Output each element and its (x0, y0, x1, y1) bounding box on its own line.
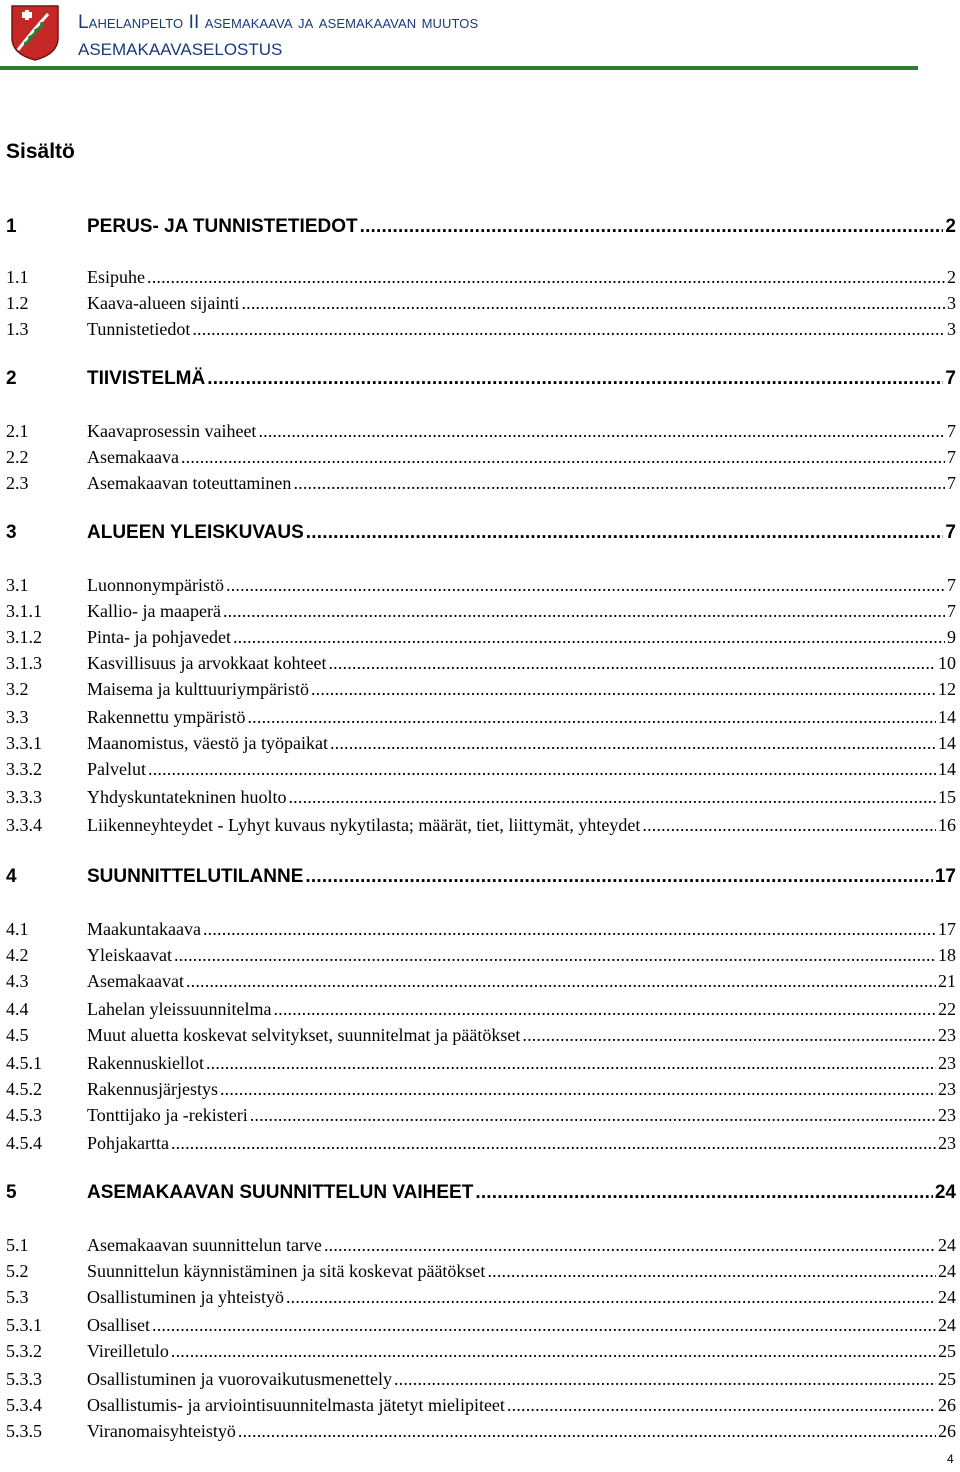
toc-entry[interactable] (6, 1051, 956, 1075)
toc-entry[interactable] (6, 1023, 956, 1047)
toc-entry[interactable] (6, 757, 956, 781)
toc-dot-leader (207, 367, 943, 391)
toc-entry[interactable] (6, 1367, 956, 1391)
toc-dot-leader (288, 785, 936, 809)
toc-dot-leader (642, 813, 936, 837)
toc-dot-leader (152, 1313, 936, 1337)
toc-entry-number: 5.3 (6, 1287, 29, 1307)
toc-entry-page: 25 (938, 1341, 956, 1361)
toc-entry-number: 1.2 (6, 293, 29, 313)
toc-entry[interactable] (6, 1393, 956, 1417)
toc-entry-number: 2.2 (6, 447, 29, 467)
toc-entry[interactable] (6, 917, 956, 941)
toc-entry-page: 3 (947, 293, 956, 313)
toc-entry-title: Rakennusjärjestys (87, 1079, 218, 1099)
toc-entry-title: Liikenneyhteydet - Lyhyt kuvaus nykytilasta; määrät, tiet, liittymät, yhteydet (87, 815, 641, 835)
toc-entry-number: 4 (6, 866, 17, 887)
toc-chapter-entry[interactable] (6, 1181, 956, 1205)
toc-entry-number: 5.3.4 (6, 1395, 42, 1415)
toc-entry-title: Osalliset (87, 1315, 150, 1335)
toc-chapter-entry[interactable] (6, 521, 956, 545)
toc-dot-leader (507, 1393, 936, 1417)
toc-entry[interactable] (6, 445, 956, 469)
toc-entry-page: 23 (938, 1025, 956, 1045)
toc-entry[interactable] (6, 785, 956, 809)
toc-entry[interactable] (6, 317, 956, 341)
toc-entry-number: 2.1 (6, 421, 29, 441)
toc-entry[interactable] (6, 1131, 956, 1155)
toc-entry-number: 4.3 (6, 971, 29, 991)
toc-entry-page: 24 (938, 1261, 956, 1281)
toc-dot-leader (522, 1023, 936, 1047)
toc-heading: Sisältö (6, 140, 75, 163)
toc-entry-title: Yhdyskuntatekninen huolto (87, 787, 287, 807)
toc-dot-leader (241, 291, 945, 315)
toc-dot-leader (171, 1131, 936, 1155)
toc-dot-leader (147, 265, 945, 289)
toc-dot-leader (238, 1419, 936, 1443)
toc-entry-number: 5.3.5 (6, 1421, 42, 1441)
toc-entry-number: 4.4 (6, 999, 29, 1019)
toc-entry-page: 16 (938, 815, 956, 835)
toc-entry[interactable] (6, 677, 956, 701)
toc-entry-page: 2 (945, 216, 956, 237)
toc-entry-title: Muut aluetta koskevat selvitykset, suunnitelmat ja päätökset (87, 1025, 521, 1045)
toc-dot-leader (394, 1367, 936, 1391)
header-divider (0, 66, 918, 70)
toc-entry-number: 4.5.3 (6, 1105, 42, 1125)
toc-entry-title: Yleiskaavat (87, 945, 172, 965)
toc-entry-number: 3.1.3 (6, 653, 42, 673)
document-header (0, 0, 918, 70)
toc-entry-title: Tonttijako ja -rekisteri (87, 1105, 248, 1125)
toc-entry-number: 4.5 (6, 1025, 29, 1045)
toc-entry-page: 7 (947, 421, 956, 441)
toc-dot-leader (258, 419, 945, 443)
toc-entry[interactable] (6, 419, 956, 443)
toc-entry-title: Asemakaavat (87, 971, 184, 991)
toc-dot-leader (174, 943, 936, 967)
toc-entry-page: 7 (947, 601, 956, 621)
toc-entry-title: Pohjakartta (87, 1133, 169, 1153)
toc-entry-title: Asemakaavan suunnittelun tarve (87, 1235, 322, 1255)
toc-dot-leader (311, 677, 936, 701)
toc-entry-title: Kasvillisuus ja arvokkaat kohteet (87, 653, 327, 673)
toc-entry-number: 5.1 (6, 1235, 29, 1255)
toc-entry-title: PERUS- JA TUNNISTETIEDOT (87, 216, 358, 237)
toc-entry-number: 3.3.1 (6, 733, 42, 753)
toc-entry-page: 14 (938, 707, 956, 727)
toc-entry-number: 3.1.2 (6, 627, 42, 647)
toc-entry-page: 7 (945, 368, 956, 389)
toc-entry-title: Rakennuskiellot (87, 1053, 204, 1073)
toc-entry-number: 5.3.2 (6, 1341, 42, 1361)
toc-entry-number: 3.3.2 (6, 759, 42, 779)
toc-chapter-entry[interactable] (6, 367, 956, 391)
toc-entry[interactable] (6, 1339, 956, 1363)
toc-entry[interactable] (6, 1313, 956, 1337)
toc-entry-page: 12 (938, 679, 956, 699)
toc-entry-title: Esipuhe (87, 267, 145, 287)
toc-dot-leader (328, 651, 936, 675)
toc-entry-page: 17 (934, 866, 956, 887)
toc-dot-leader (226, 573, 945, 597)
toc-dot-leader (324, 1233, 936, 1257)
toc-entry[interactable] (6, 651, 956, 675)
toc-chapter-entry[interactable] (6, 865, 956, 889)
toc-entry-number: 2.3 (6, 473, 29, 493)
toc-entry[interactable] (6, 1233, 956, 1257)
toc-entry[interactable] (6, 705, 956, 729)
toc-entry-page: 25 (938, 1369, 956, 1389)
toc-entry-title: Rakennettu ympäristö (87, 707, 246, 727)
toc-entry-page: 14 (938, 733, 956, 753)
toc-dot-leader (233, 625, 945, 649)
toc-entry-title: Osallistuminen ja vuorovaikutusmenettely (87, 1369, 392, 1389)
toc-entry-title: Asemakaavan toteuttaminen (87, 473, 292, 493)
toc-entry-page: 9 (947, 627, 956, 647)
toc-dot-leader (305, 865, 932, 889)
toc-entry-title: Palvelut (87, 759, 146, 779)
toc-entry[interactable] (6, 599, 956, 623)
toc-entry-title: Asemakaava (87, 447, 179, 467)
toc-dot-leader (250, 1103, 936, 1127)
toc-entry-number: 4.5.4 (6, 1133, 42, 1153)
toc-entry-page: 26 (938, 1395, 956, 1415)
toc-dot-leader (220, 1077, 936, 1101)
toc-entry-page: 17 (938, 919, 956, 939)
toc-entry[interactable] (6, 1103, 956, 1127)
toc-entry[interactable] (6, 997, 956, 1021)
document-subtitle: ASEMAKAAVASELOSTUS (78, 40, 283, 59)
toc-entry-page: 15 (938, 787, 956, 807)
toc-entry-number: 3.1 (6, 575, 29, 595)
toc-chapter-entry[interactable] (6, 215, 956, 239)
toc-dot-leader (247, 705, 936, 729)
toc-dot-leader (181, 445, 945, 469)
toc-entry-page: 7 (947, 473, 956, 493)
toc-dot-leader (487, 1259, 936, 1283)
toc-entry-page: 23 (938, 1053, 956, 1073)
toc-entry-title: Vireilletulo (87, 1341, 169, 1361)
toc-entry-number: 3.1.1 (6, 601, 42, 621)
toc-entry-title: Lahelan yleissuunnitelma (87, 999, 272, 1019)
toc-entry-title: Maisema ja kulttuuriympäristö (87, 679, 309, 699)
toc-dot-leader (273, 997, 936, 1021)
toc-entry[interactable] (6, 265, 956, 289)
toc-dot-leader (360, 215, 944, 239)
toc-entry-number: 1.1 (6, 267, 29, 287)
toc-entry-number: 4.2 (6, 945, 29, 965)
toc-entry-title: Kaavaprosessin vaiheet (87, 421, 257, 441)
toc-dot-leader (192, 317, 945, 341)
toc-entry-page: 7 (945, 522, 956, 543)
toc-entry-page: 23 (938, 1079, 956, 1099)
toc-entry-title: Viranomaisyhteistyö (87, 1421, 236, 1441)
toc-entry-page: 24 (934, 1182, 956, 1203)
toc-dot-leader (293, 471, 945, 495)
toc-entry[interactable] (6, 943, 956, 967)
toc-entry-number: 5.2 (6, 1261, 29, 1281)
toc-entry-title: SUUNNITTELUTILANNE (87, 866, 304, 887)
toc-entry-page: 7 (947, 575, 956, 595)
toc-entry-page: 22 (938, 999, 956, 1019)
toc-dot-leader (206, 1051, 936, 1075)
toc-entry-number: 1.3 (6, 319, 29, 339)
toc-entry[interactable] (6, 1259, 956, 1283)
toc-entry-number: 5.3.3 (6, 1369, 42, 1389)
toc-entry[interactable] (6, 573, 956, 597)
municipal-coat-of-arms-icon (10, 4, 60, 62)
toc-entry-number: 5 (6, 1182, 17, 1203)
toc-entry-number: 3.3.4 (6, 815, 42, 835)
toc-entry-page: 21 (938, 971, 956, 991)
toc-entry-title: Luonnonympäristö (87, 575, 224, 595)
toc-entry-page: 24 (938, 1315, 956, 1335)
toc-entry-page: 7 (947, 447, 956, 467)
toc-entry[interactable] (6, 471, 956, 495)
toc-dot-leader (286, 1285, 936, 1309)
toc-entry-title: ASEMAKAAVAN SUUNNITTELUN VAIHEET (87, 1182, 474, 1203)
toc-entry-title: Tunnistetiedot (87, 319, 191, 339)
toc-entry[interactable] (6, 1077, 956, 1101)
toc-entry-number: 5.3.1 (6, 1315, 42, 1335)
toc-entry-page: 14 (938, 759, 956, 779)
toc-dot-leader (148, 757, 936, 781)
toc-dot-leader (186, 969, 936, 993)
toc-dot-leader (306, 521, 944, 545)
toc-entry-number: 3.3 (6, 707, 29, 727)
toc-dot-leader (203, 917, 936, 941)
toc-entry-title: Kaava-alueen sijainti (87, 293, 240, 313)
document-title: Lahelanpelto II asemakaava ja asemakaavan muutos (78, 12, 479, 33)
toc-entry-title: ALUEEN YLEISKUVAUS (87, 522, 304, 543)
toc-entry-page: 23 (938, 1105, 956, 1125)
toc-entry-number: 3 (6, 522, 17, 543)
toc-dot-leader (475, 1181, 933, 1205)
toc-entry[interactable] (6, 291, 956, 315)
toc-entry-title: Suunnittelun käynnistäminen ja sitä koskevat päätökset (87, 1261, 486, 1281)
toc-entry-number: 2 (6, 368, 17, 389)
toc-entry-page: 18 (938, 945, 956, 965)
toc-dot-leader (330, 731, 936, 755)
toc-entry-page: 24 (938, 1235, 956, 1255)
toc-entry[interactable] (6, 1285, 956, 1309)
toc-entry-title: Osallistumis- ja arviointisuunnitelmasta jätetyt mielipiteet (87, 1395, 505, 1415)
toc-entry-page: 2 (947, 267, 956, 287)
toc-entry[interactable] (6, 813, 956, 837)
toc-entry[interactable] (6, 1419, 956, 1443)
toc-entry-number: 4.1 (6, 919, 29, 939)
toc-entry-number: 3.3.3 (6, 787, 42, 807)
toc-entry-page: 23 (938, 1133, 956, 1153)
toc-entry-page: 24 (938, 1287, 956, 1307)
toc-entry-number: 4.5.2 (6, 1079, 42, 1099)
toc-entry-title: Kallio- ja maaperä (87, 601, 221, 621)
page-number: 4 (947, 1452, 954, 1466)
toc-entry-page: 3 (947, 319, 956, 339)
toc-entry-title: Maanomistus, väestö ja työpaikat (87, 733, 328, 753)
toc-entry-number: 3.2 (6, 679, 29, 699)
toc-entry-page: 26 (938, 1421, 956, 1441)
toc-entry[interactable] (6, 969, 956, 993)
toc-entry[interactable] (6, 625, 956, 649)
toc-entry-title: Pinta- ja pohjavedet (87, 627, 231, 647)
toc-entry-title: TIIVISTELMÄ (87, 368, 206, 389)
toc-entry-title: Maakuntakaava (87, 919, 201, 939)
toc-dot-leader (171, 1339, 936, 1363)
toc-entry-page: 10 (938, 653, 956, 673)
toc-entry-title: Osallistuminen ja yhteistyö (87, 1287, 284, 1307)
toc-entry-number: 1 (6, 216, 17, 237)
toc-entry[interactable] (6, 731, 956, 755)
toc-dot-leader (223, 599, 945, 623)
toc-entry-number: 4.5.1 (6, 1053, 42, 1073)
